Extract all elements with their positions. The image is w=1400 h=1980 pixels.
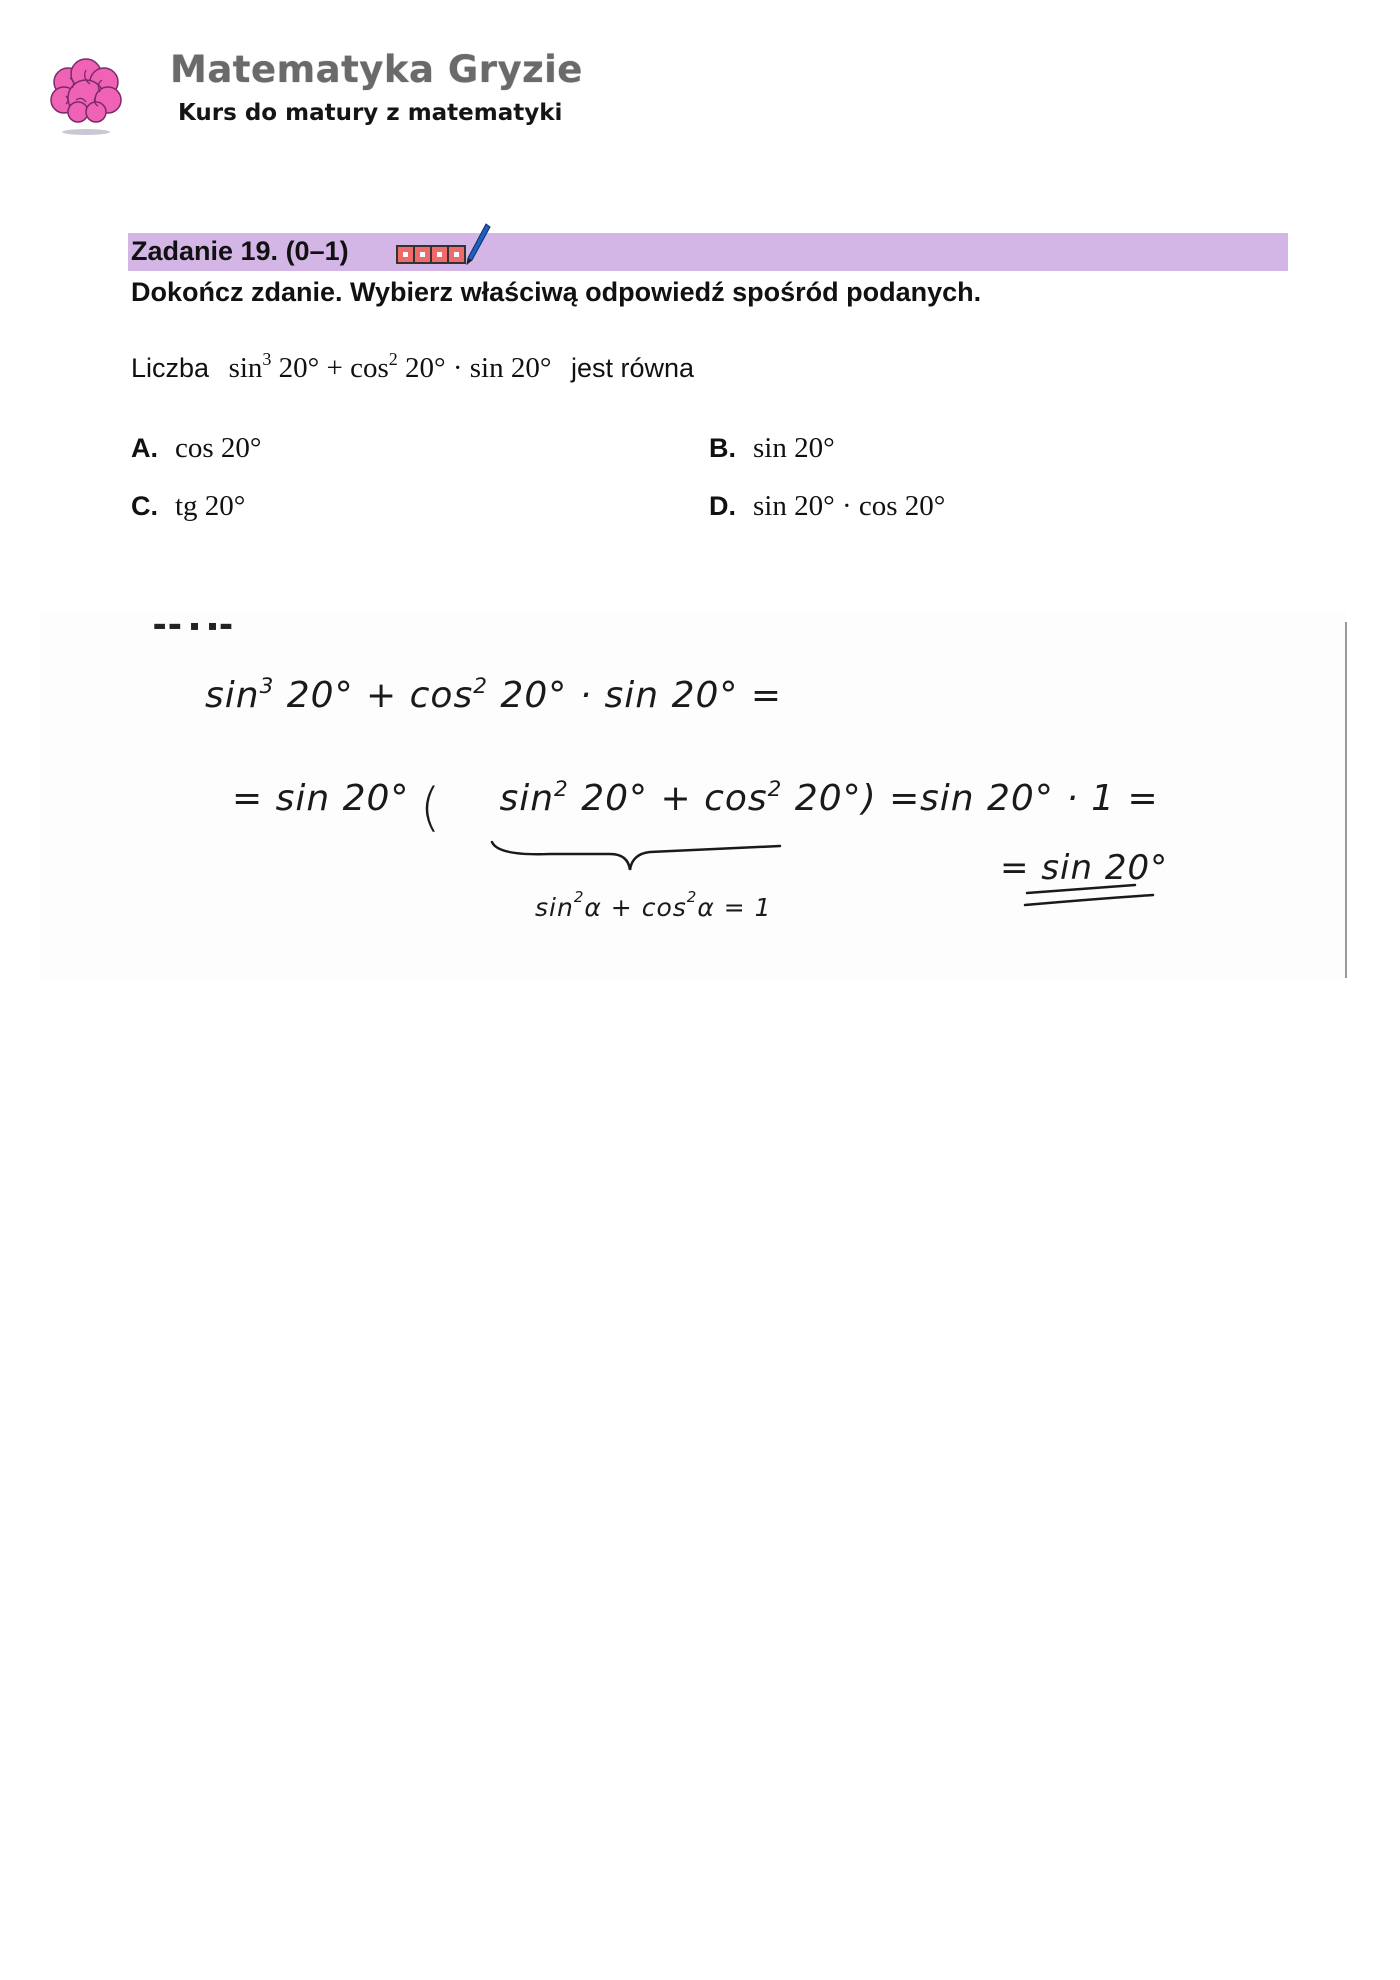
- brand-title: Matematyka Gryzie: [170, 48, 583, 91]
- answer-value: sin 20° · cos 20°: [753, 490, 946, 522]
- solution-line-1: $\sin^3 20^\circ + \cos^2 20^\circ \cdot \sin 20^\circ$ =: [205, 674, 782, 716]
- skill-level-indicator: [396, 245, 466, 264]
- pen-icon: [464, 222, 492, 266]
- skill-box-icon: [449, 247, 464, 262]
- open-parenthesis: (: [420, 778, 441, 838]
- brain-logo-icon: [46, 52, 126, 138]
- answer-option-a[interactable]: [131, 432, 262, 465]
- brand-subtitle: Kurs do matury z matematyki: [178, 100, 563, 126]
- answer-option-b[interactable]: [709, 432, 835, 465]
- task-title: Zadanie 19. (0–1): [131, 236, 349, 266]
- scan-edge-divider: [1345, 622, 1347, 978]
- question-text: [131, 349, 695, 385]
- answer-letter: A.: [131, 433, 158, 463]
- question-prefix: Liczba: [131, 353, 210, 383]
- skill-box-icon: [432, 247, 449, 262]
- answer-option-c[interactable]: [131, 490, 245, 523]
- double-underline-icon: [1023, 883, 1163, 913]
- skill-box-icon: [398, 247, 415, 262]
- answer-letter: B.: [709, 433, 736, 463]
- cropped-marks: ▬▬ ▪ ▪▬: [153, 618, 235, 634]
- answer-letter: C.: [131, 491, 158, 521]
- final-result: = sin 20°: [1000, 848, 1169, 888]
- task-instruction: Dokończ zdanie. Wybierz właściwą odpowiedź spośród podanych.: [131, 277, 982, 307]
- question-suffix: jest równa: [570, 353, 695, 383]
- underbrace-icon: [490, 838, 790, 878]
- answer-option-d[interactable]: [709, 490, 945, 523]
- skill-box-icon: [415, 247, 432, 262]
- solution-line-2-continued: sin 20° · 1 =: [920, 778, 1159, 819]
- answer-value: cos 20°: [175, 432, 262, 464]
- question-expression: $\sin^3 20^\circ + \cos^2 20^\circ \cdot \sin 20^\circ$: [228, 349, 552, 384]
- solution-line-2: = sin 20° $\sin^2 20^\circ + \cos^2 20^\circ$) =: [232, 777, 921, 819]
- answer-value: sin 20°: [753, 432, 835, 464]
- answer-value: tg 20°: [175, 490, 246, 522]
- answer-letter: D.: [709, 491, 736, 521]
- pythagorean-identity-note: $\sin^2\alpha + \cos^2\alpha = 1$: [535, 888, 772, 922]
